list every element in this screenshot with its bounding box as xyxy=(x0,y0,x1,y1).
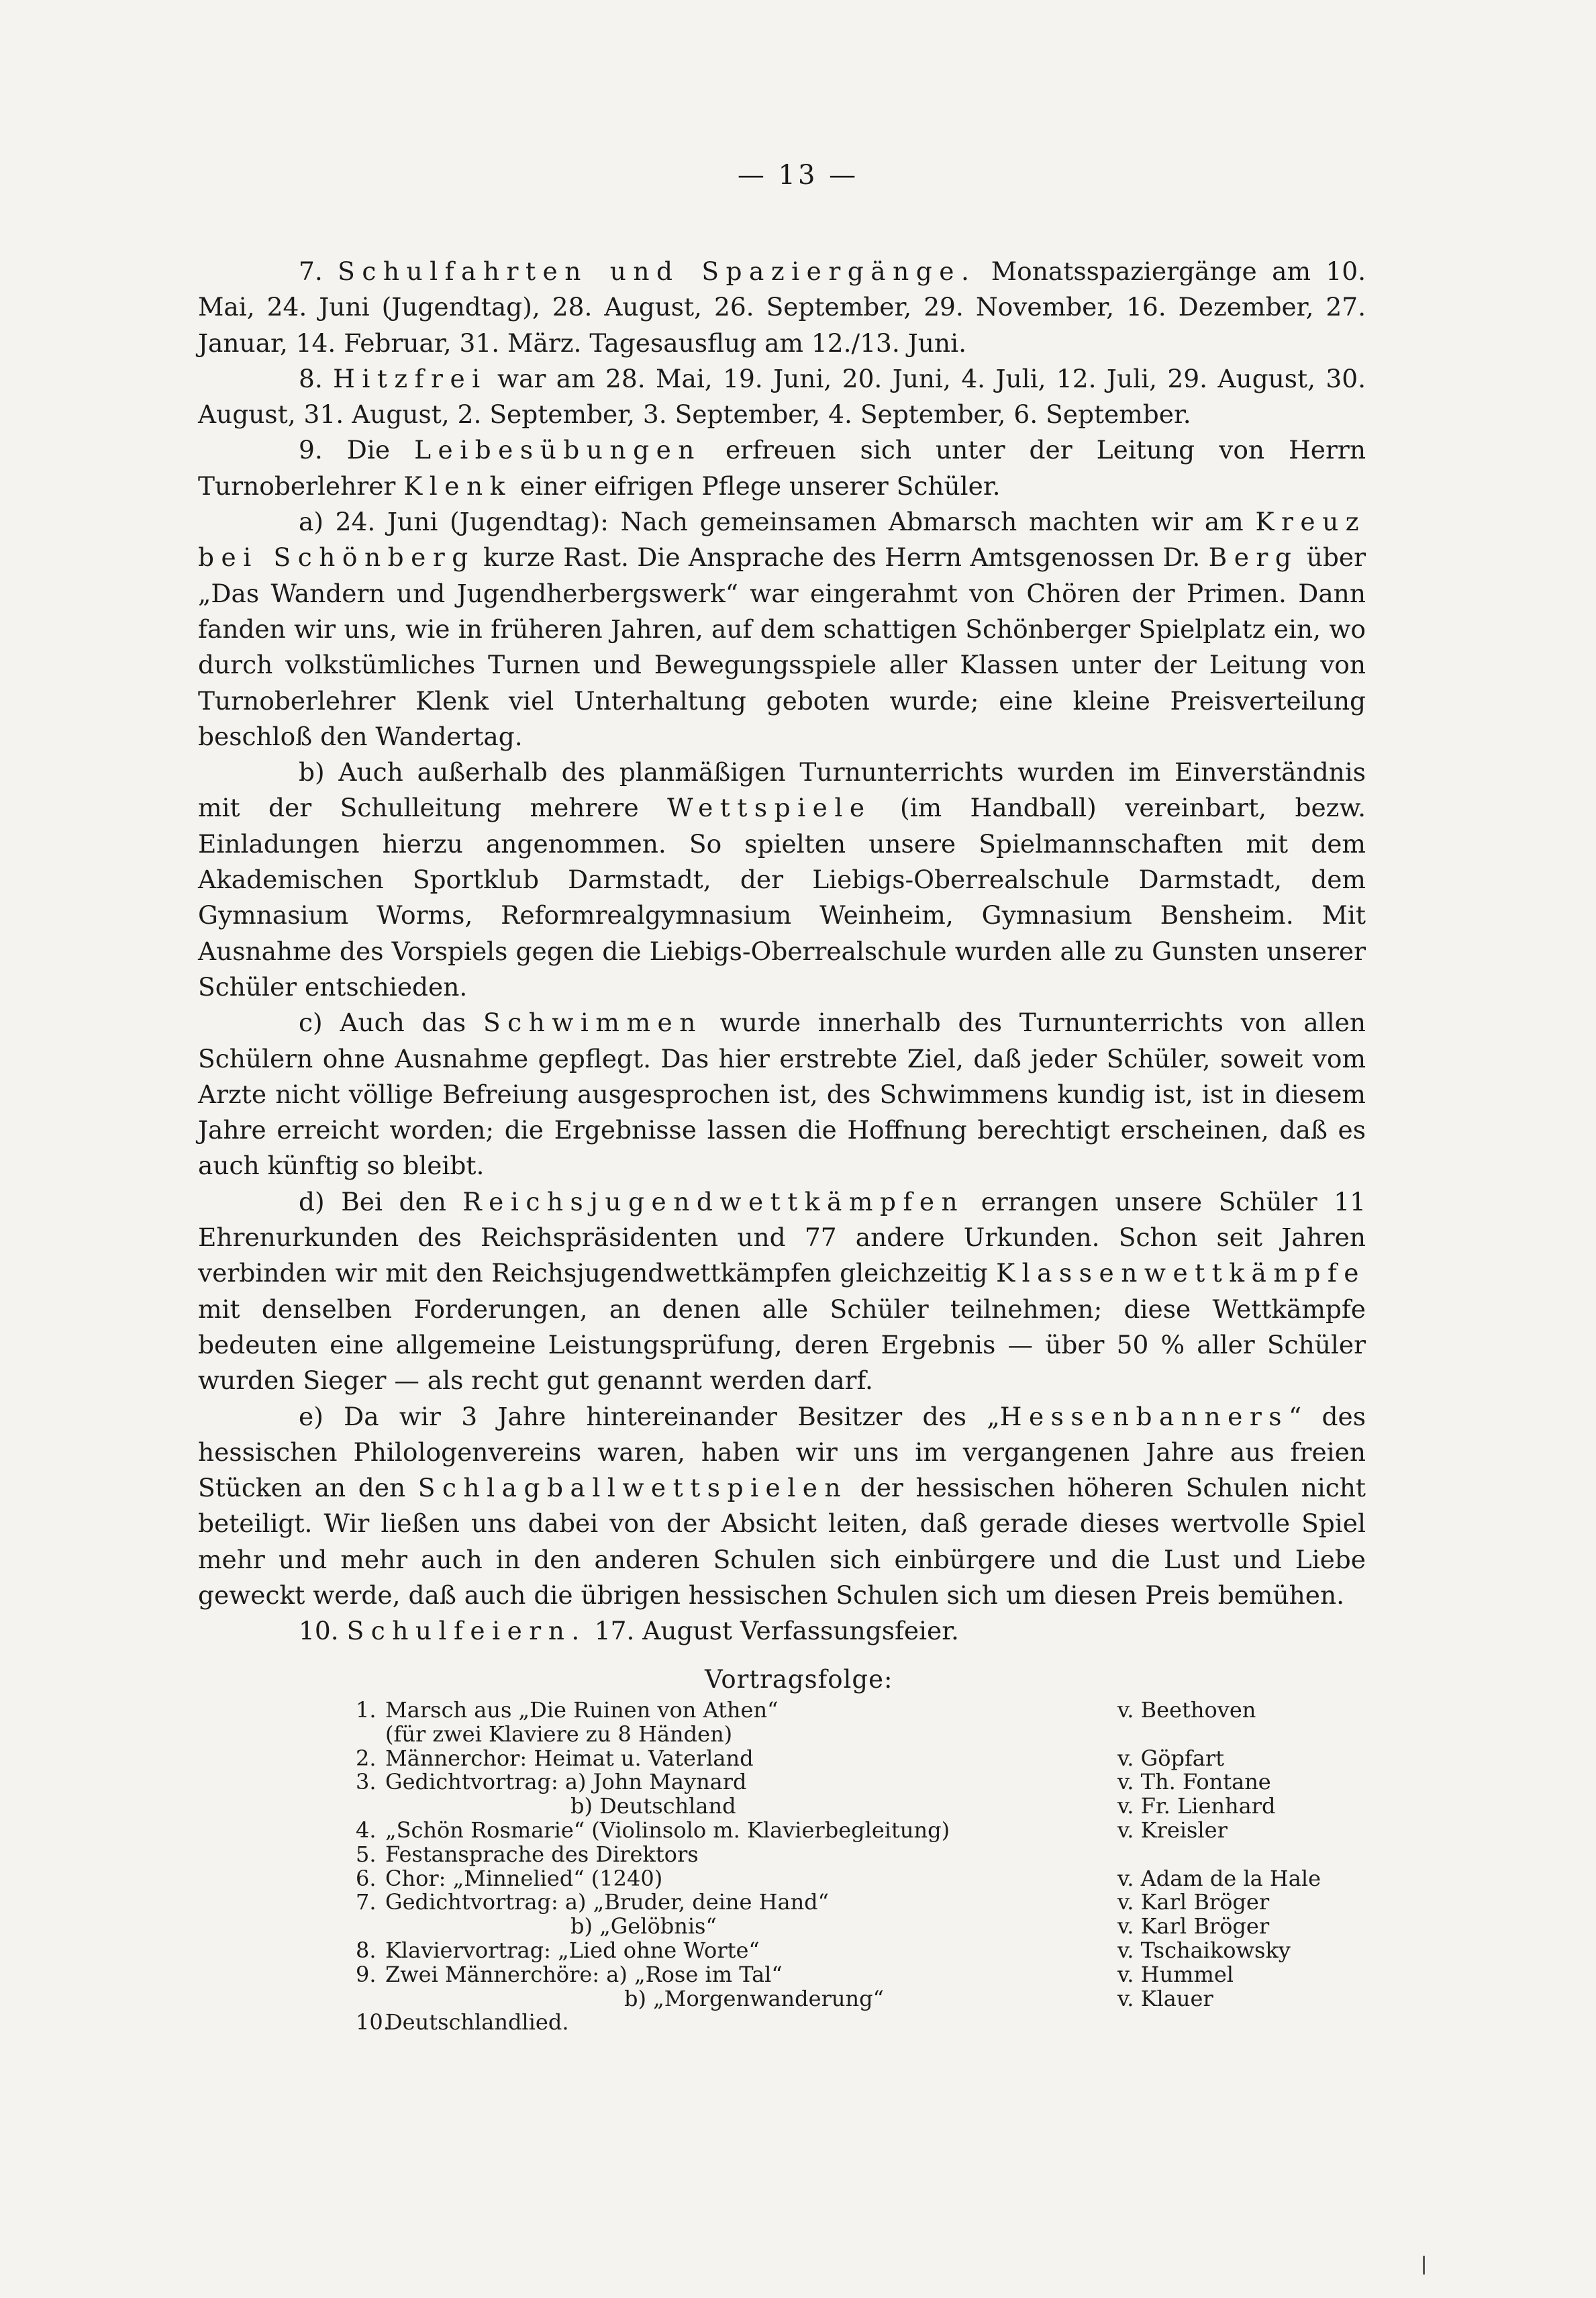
program-number: 9. xyxy=(356,1961,377,1987)
paragraph-schwimmen xyxy=(198,1005,1366,1184)
program-number: 10. xyxy=(356,2009,390,2036)
program-composer: v. Tschaikowsky xyxy=(1117,1937,1291,1963)
program-composer: v. Hummel xyxy=(1117,1961,1234,1987)
paragraph-text: c) Auch das xyxy=(299,1008,483,1038)
paragraph-text: 7. xyxy=(299,256,338,286)
paragraph-text: b) Auch außerhalb des planmäßigen Turnunterrichts wurden im Einverständnis mit der Schulleitung mehrere xyxy=(198,757,1366,823)
emphasized-text: Hessenbanners xyxy=(999,1401,1289,1431)
paragraph-text: 9. Die xyxy=(299,435,415,465)
program-composer: v. Karl Bröger xyxy=(1117,1889,1270,1915)
program-composer: v. Göpfart xyxy=(1117,1745,1225,1771)
program-item xyxy=(356,1794,1309,1819)
program-number: 4. xyxy=(356,1817,377,1843)
program-item xyxy=(356,1915,1309,1939)
program-item xyxy=(356,1890,1309,1915)
program-item xyxy=(356,1843,1309,1867)
program-title: (für zwei Klaviere zu 8 Händen) xyxy=(385,1721,733,1747)
program-item xyxy=(356,1770,1309,1794)
paragraph-leibesuebungen xyxy=(198,432,1366,504)
program-title: Chor: „Minnelied“ (1240) xyxy=(385,1865,663,1891)
program-title: b) „Morgenwanderung“ xyxy=(624,1985,884,2011)
emphasized-text: Reichsjugendwettkämpfen xyxy=(462,1186,965,1216)
program-number: 6. xyxy=(356,1865,377,1891)
paragraph-text: kurze Rast. Die Ansprache des Herrn Amtsgenossen Dr. xyxy=(475,542,1209,573)
paragraph-text: Monatsspaziergänge am 10. Mai, 24. Juni (Jugendtag), 28. August, 26. September, 29. November, 16. Dezember, 27. Januar, 14. Februar, 31. März. Tagesausflug am 12./13. Juni. xyxy=(198,256,1366,358)
emphasized-text: Berg xyxy=(1208,542,1299,573)
paragraph-text: “ des hessischen Philologenvereins waren, haben wir uns im vergangenen Jahre aus freien Stücken an den xyxy=(198,1401,1366,1503)
scan-mark xyxy=(1423,2256,1425,2275)
program-title: Männerchor: Heimat u. Vaterland xyxy=(385,1745,754,1771)
paragraph-text: der hessischen höheren Schulen nicht beteiligt. Wir ließen uns dabei von der Absicht leiten, daß gerade dieses wertvolle Spiel mehr und mehr auch in den anderen Schulen sich einbürgere und die Lust und Liebe geweckt werde, daß auch die übrigen hessischen Schulen sich um diesen Preis bemühen. xyxy=(198,1473,1366,1610)
paragraph-text: errangen unsere Schüler 11 Ehrenurkunden des Reichspräsidenten und 77 andere Urkunden. Schon seit Jahren verbinden wir mit den Reichsjugendwettkämpfen gleichzeitig xyxy=(198,1186,1366,1288)
program-item xyxy=(356,1698,1309,1723)
paragraph-text: d) Bei den xyxy=(299,1186,463,1216)
program-item xyxy=(356,1963,1309,1987)
program-item xyxy=(356,1723,1309,1747)
paragraph-text: über „Das Wandern und Jugendherbergswerk“ war eingerahmt von Chören der Primen. Dann fanden wir uns, wie in früheren Jahren, auf dem schattigen Schönberger Spielplatz ein, wo durch volkstümliches Turnen und Bewegungsspiele aller Klassen unter der Leitung von Turnoberlehrer Klenk viel Unterhaltung geboten wurde; eine kleine Preisverteilung beschloß den Wandertag. xyxy=(198,542,1366,751)
paragraph-text: e) Da wir 3 Jahre hintereinander Besitzer des „ xyxy=(299,1401,1000,1431)
emphasized-text: Klenk xyxy=(403,471,512,501)
emphasized-text: Schwimmen xyxy=(483,1008,703,1038)
emphasized-text: Kreuz bei Schönberg xyxy=(198,507,1366,573)
program-title: Festansprache des Direktors xyxy=(385,1841,699,1867)
paragraph-schulfeiern xyxy=(198,1613,1366,1649)
program-number: 1. xyxy=(356,1697,377,1723)
program-composer: v. Beethoven xyxy=(1117,1697,1256,1723)
paragraph-text: wurde innerhalb des Turnunterrichts von allen Schülern ohne Ausnahme gepflegt. Das hier erstrebte Ziel, daß jeder Schüler, soweit vom Arzte nicht völlige Befreiung ausgesprochen ist, des Schwimmens kundig ist, ist in diesem Jahre erreicht worden; die Ergebnisse lassen die Hoffnung berechtigt erscheinen, daß es auch künftig so bleibt. xyxy=(198,1008,1366,1181)
vortragsfolge-title: Vortragsfolge: xyxy=(705,1665,893,1694)
program-composer: v. Kreisler xyxy=(1117,1817,1228,1843)
program-composer: v. Fr. Lienhard xyxy=(1117,1793,1276,1819)
program-title: Zwei Männerchöre: a) „Rose im Tal“ xyxy=(385,1961,783,1987)
emphasized-text: Schulfeiern. xyxy=(346,1616,587,1646)
body-text xyxy=(198,254,1366,1649)
emphasized-text: Schlagballwettspielen xyxy=(417,1473,848,1503)
paragraph-text: 10. xyxy=(299,1616,347,1646)
program-title: „Schön Rosmarie“ (Violinsolo m. Klavierbegleitung) xyxy=(385,1817,950,1843)
program-composer: v. Klauer xyxy=(1117,1985,1213,2011)
paragraph-jugendtag xyxy=(198,504,1366,755)
program-composer: v. Th. Fontane xyxy=(1117,1769,1271,1795)
emphasized-text: Schulfahrten und Spaziergänge. xyxy=(338,256,977,286)
paragraph-text: mit denselben Forderungen, an denen alle Schüler teilnehmen; diese Wettkämpfe bedeuten eine allgemeine Leistungsprüfung, deren Ergebnis — über 50 % aller Schüler wurden Sieger — als recht gut genannt werden darf. xyxy=(198,1294,1366,1396)
page-number: — 13 — xyxy=(737,160,859,191)
program-title: Marsch aus „Die Ruinen von Athen“ xyxy=(385,1697,779,1723)
emphasized-text: Hitzfrei xyxy=(333,363,487,393)
program-number: 7. xyxy=(356,1889,377,1915)
program-composer: v. Adam de la Hale xyxy=(1117,1865,1321,1891)
paragraph-wettspiele xyxy=(198,755,1366,1005)
program-item xyxy=(356,2011,1309,2035)
paragraph-text: einer eifrigen Pflege unserer Schüler. xyxy=(511,471,1001,501)
program-list xyxy=(356,1697,1321,2036)
paragraph-schulfahrten xyxy=(198,254,1366,361)
emphasized-text: Wettspiele xyxy=(667,793,872,823)
paragraph-hitzfrei xyxy=(198,361,1366,433)
program-title: Deutschlandlied. xyxy=(385,2009,569,2036)
paragraph-text: 8. xyxy=(299,363,334,393)
emphasized-text: Leibesübungen xyxy=(414,435,701,465)
program-title: Gedichtvortrag: a) John Maynard xyxy=(385,1769,747,1795)
program-composer: v. Karl Bröger xyxy=(1117,1913,1270,1940)
program-number: 2. xyxy=(356,1745,377,1771)
program-number: 8. xyxy=(356,1937,377,1963)
program-title: Gedichtvortrag: a) „Bruder, deine Hand“ xyxy=(385,1889,830,1915)
program-item xyxy=(356,1819,1309,1843)
program-title: b) „Gelöbnis“ xyxy=(570,1913,717,1940)
paragraph-hessenbanner xyxy=(198,1399,1366,1614)
program-number: 5. xyxy=(356,1841,377,1867)
paragraph-text: (im Handball) vereinbart, bezw. Einladungen hierzu angenommen. So spielten unsere Spielmannschaften mit dem Akademischen Sportklub Darmstadt, der Liebigs-Oberrealschule Darmstadt, dem Gymnasium Worms, Reformrealgymnasium Weinheim, Gymnasium Bensheim. Mit Ausnahme des Vorspiels gegen die Liebigs-Oberrealschule wurden alle zu Gunsten unserer Schüler entschieden. xyxy=(198,793,1366,1002)
program-number: 3. xyxy=(356,1769,377,1795)
paragraph-text: a) 24. Juni (Jugendtag): Nach gemeinsamen Abmarsch machten wir am xyxy=(299,507,1256,537)
paragraph-text: 17. August Verfassungsfeier. xyxy=(586,1616,959,1646)
program-title: b) Deutschland xyxy=(570,1793,736,1819)
program-item xyxy=(356,1987,1309,2011)
program-item xyxy=(356,1747,1309,1771)
program-title: Klaviervortrag: „Lied ohne Worte“ xyxy=(385,1937,760,1963)
program-item xyxy=(356,1865,1321,1891)
paragraph-reichsjugendwettkaempfe xyxy=(198,1184,1366,1399)
paragraph-text: erfreuen sich unter der Leitung von Herrn Turnoberlehrer xyxy=(198,435,1366,501)
emphasized-text: Klassenwettkämpfe xyxy=(996,1258,1366,1288)
program-item xyxy=(356,1939,1309,1963)
paragraph-text: war am 28. Mai, 19. Juni, 20. Juni, 4. Juli, 12. Juli, 29. August, 30. August, 31. August, 2. September, 3. September, 4. September, 6. September. xyxy=(198,363,1366,430)
